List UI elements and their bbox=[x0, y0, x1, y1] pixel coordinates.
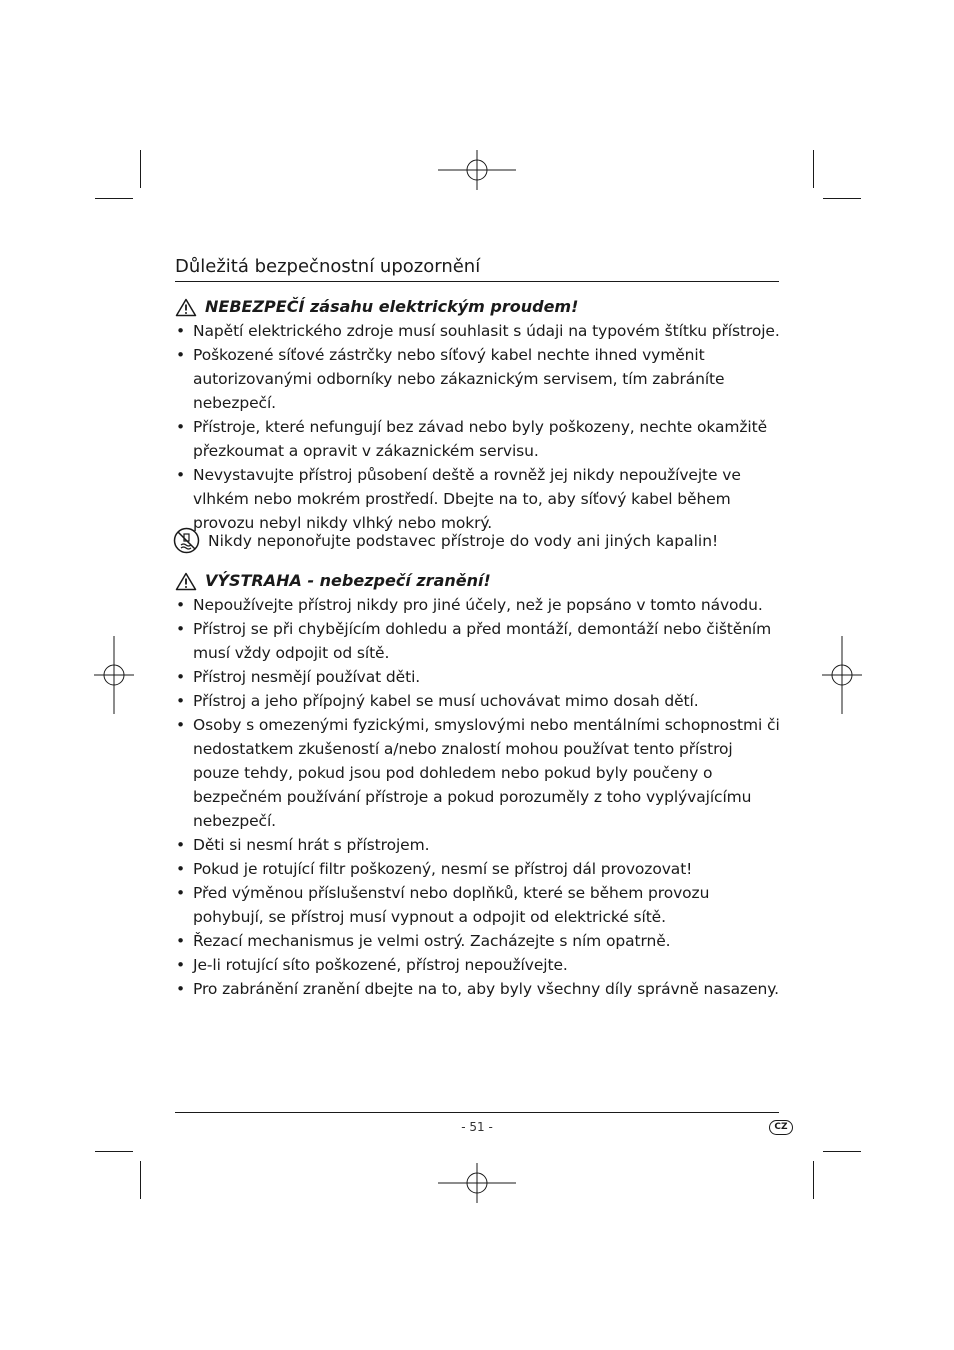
section-title-text: VÝSTRAHA - nebezpečí zranění! bbox=[205, 571, 491, 590]
list-item: • Děti si nesmí hrát s přístrojem. bbox=[173, 833, 783, 857]
list-item: • Nepoužívejte přístroj nikdy pro jiné účely, než je popsáno v tomto návodu. bbox=[173, 593, 783, 617]
section-title bbox=[175, 295, 783, 319]
immersion-notice bbox=[173, 527, 783, 554]
page-title: Důležitá bezpečnostní upozornění bbox=[175, 256, 481, 277]
crop-mark bbox=[823, 1151, 861, 1152]
section-injury-warning bbox=[173, 569, 783, 1001]
crop-mark bbox=[823, 198, 861, 199]
list-item: • Poškozené síťové zástrčky nebo síťový kabel nechte ihned vyměnit autorizovanými odborníky nebo zákaznickým servisem, tím zabráníte nebezpečí. bbox=[173, 343, 783, 415]
list-item: • Pro zabránění zranění dbejte na to, aby byly všechny díly správně nasazeny. bbox=[173, 977, 783, 1001]
crop-mark bbox=[95, 1151, 133, 1152]
warning-triangle-icon bbox=[175, 298, 197, 317]
registration-mark bbox=[822, 636, 862, 714]
list-item: • Pokud je rotující filtr poškozený, nesmí se přístroj dál provozovat! bbox=[173, 857, 783, 881]
heading-rule bbox=[175, 281, 779, 282]
footer-rule bbox=[175, 1112, 779, 1113]
language-badge: CZ bbox=[769, 1120, 793, 1135]
crop-mark bbox=[140, 1161, 141, 1199]
registration-mark bbox=[438, 150, 516, 190]
section-electric-shock bbox=[173, 295, 783, 535]
bullet-list bbox=[173, 593, 783, 1001]
list-item: • Před výměnou příslušenství nebo doplňků, které se během provozu pohybují, se přístroj musí vypnout a odpojit od elektrické sítě. bbox=[173, 881, 783, 929]
no-immersion-icon bbox=[173, 527, 200, 554]
section-title bbox=[175, 569, 783, 593]
list-item: • Přístroje, které nefungují bez závad nebo byly poškozeny, nechte okamžitě přezkoumat a opravit v zákaznickém servisu. bbox=[173, 415, 783, 463]
warning-triangle-icon bbox=[175, 572, 197, 591]
list-item: • Osoby s omezenými fyzickými, smyslovými nebo mentálními schopnostmi či nedostatkem zkušeností a/nebo znalostí mohou používat tento přístroj pouze tehdy, pokud jsou pod dohledem nebo pokud byly poučeny o bezpečném používání přístroje a pokud porozuměly z toho vyplývajícímu nebezpečí. bbox=[173, 713, 783, 833]
crop-mark bbox=[95, 198, 133, 199]
list-item: • Řezací mechanismus je velmi ostrý. Zacházejte s ním opatrně. bbox=[173, 929, 783, 953]
crop-mark bbox=[813, 1161, 814, 1199]
list-item: • Přístroj se při chybějícím dohledu a před montáží, demontáží nebo čištěním musí vždy odpojit od sítě. bbox=[173, 617, 783, 665]
notice-text: Nikdy neponořujte podstavec přístroje do vody ani jiných kapalin! bbox=[208, 531, 719, 550]
registration-mark bbox=[438, 1163, 516, 1203]
crop-mark bbox=[140, 150, 141, 188]
list-item: • Nevystavujte přístroj působení deště a rovněž jej nikdy nepoužívejte ve vlhkém nebo mokrém prostředí. Dbejte na to, aby síťový kabel během provozu nebyl nikdy vlhký nebo mokrý. bbox=[173, 463, 783, 535]
page-number: - 51 - bbox=[461, 1120, 493, 1134]
registration-mark bbox=[94, 636, 134, 714]
section-title-text: NEBEZPEČÍ zásahu elektrickým proudem! bbox=[205, 297, 579, 316]
crop-mark bbox=[813, 150, 814, 188]
list-item: • Přístroj a jeho přípojný kabel se musí uchovávat mimo dosah dětí. bbox=[173, 689, 783, 713]
list-item: • Napětí elektrického zdroje musí souhlasit s údaji na typovém štítku přístroje. bbox=[173, 319, 783, 343]
list-item: • Je-li rotující síto poškozené, přístroj nepoužívejte. bbox=[173, 953, 783, 977]
bullet-list bbox=[173, 319, 783, 535]
list-item: • Přístroj nesmějí používat děti. bbox=[173, 665, 783, 689]
